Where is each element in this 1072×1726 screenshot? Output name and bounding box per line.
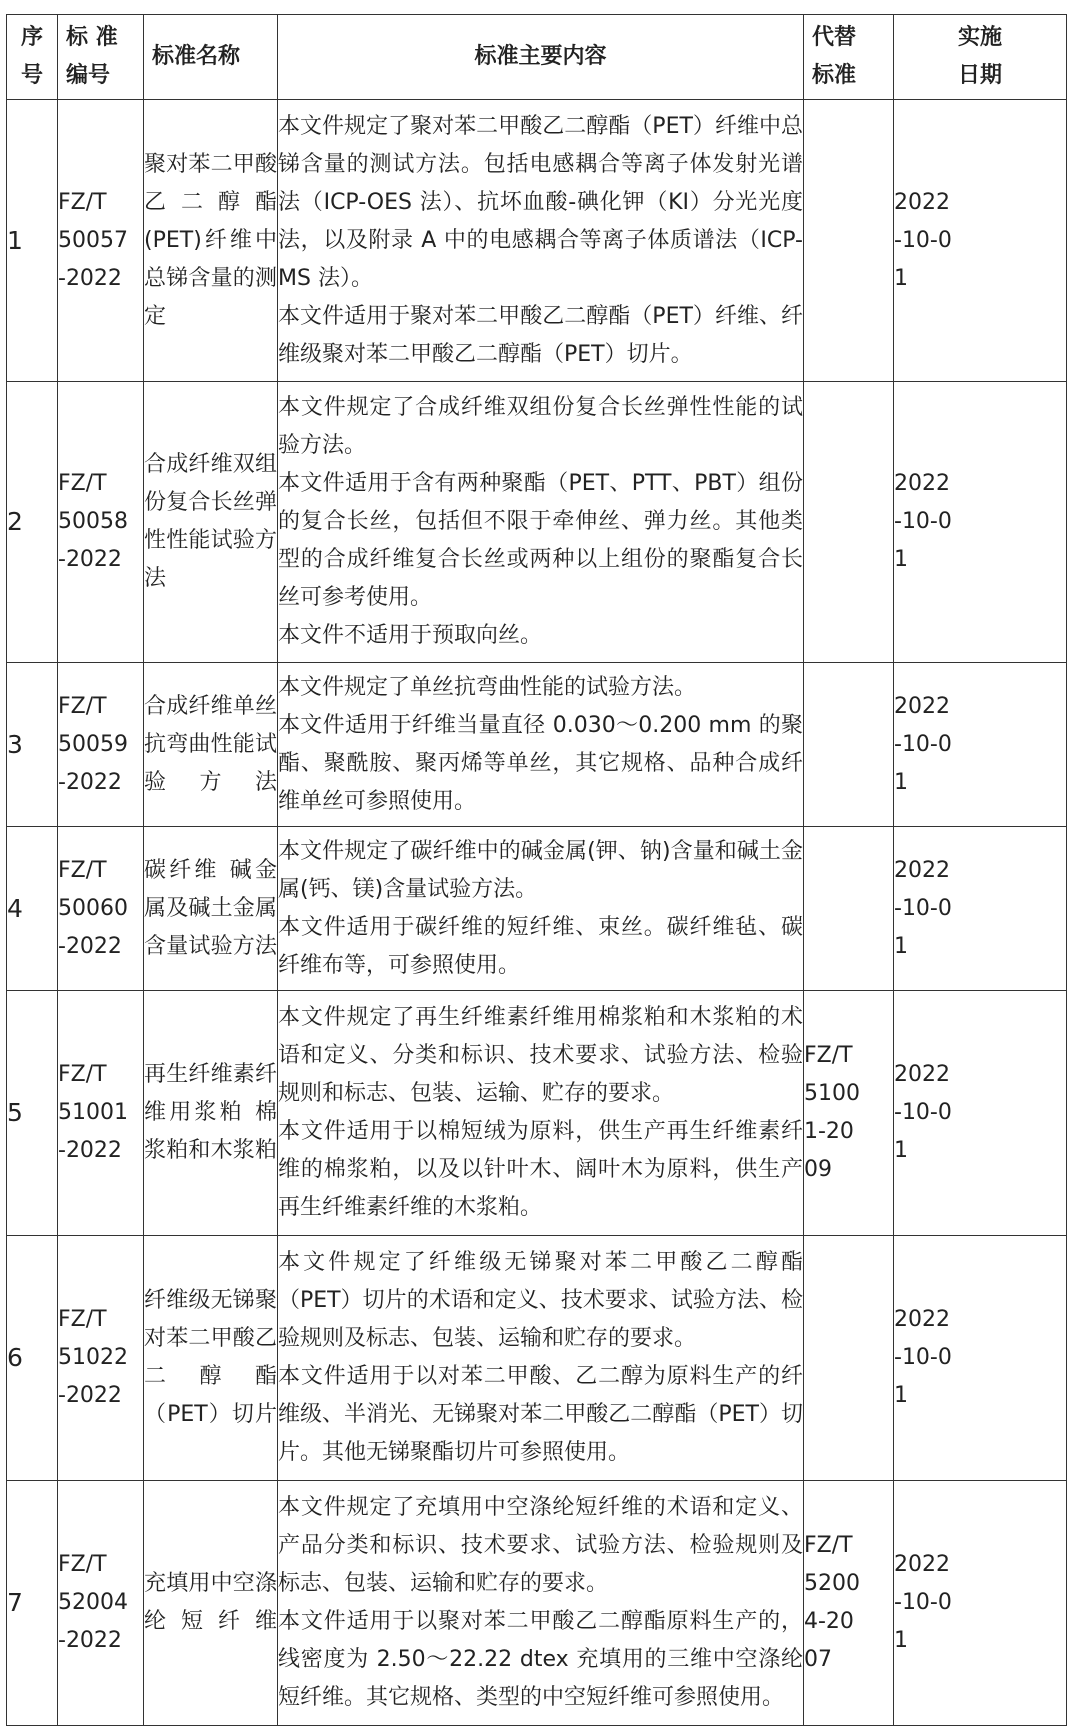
header-replaces: 代替 标准 [804,15,894,100]
content-paragraph: 本文件适用于碳纤维的短纤维、束丝。碳纤维毡、碳纤维布等，可参照使用。 [278,914,803,978]
row-content [278,827,804,991]
table-row [7,663,1067,827]
row-date: 2022 -10-0 1 [894,382,1067,663]
row-replaces: FZ/T 5200 4-20 07 [804,1481,894,1726]
row-seq: 1 [7,100,58,382]
row-name: 充填用中空涤纶短纤维 [144,1481,278,1726]
row-content [278,663,804,827]
row-code: FZ/T 50060 -2022 [58,827,144,991]
row-replaces [804,663,894,827]
table-row [7,1236,1067,1481]
header-name: 标准名称 [144,15,278,100]
row-content [278,1481,804,1726]
header-row [7,15,1067,100]
row-seq: 2 [7,382,58,663]
row-content [278,100,804,382]
content-paragraph: 本文件规定了单丝抗弯曲性能的试验方法。 [278,674,697,700]
content-paragraph: 本文件适用于以聚对苯二甲酸乙二醇酯原料生产的，线密度为 2.50～22.22 dtex 充填用的三维中空涤纶短纤维。其它规格、类型的中空短纤维可参照使用。 [278,1609,803,1710]
content-paragraph: 本文件规定了再生纤维素纤维用棉浆粕和木浆粕的术语和定义、分类和标识、技术要求、试验方法、检验规则和标志、包装、运输、贮存的要求。 [278,1005,803,1106]
content-paragraph: 本文件规定了碳纤维中的碱金属(钾、钠)含量和碱土金属(钙、镁)含量试验方法。 [278,838,803,902]
header-seq: 序 号 [7,15,58,100]
row-date: 2022 -10-0 1 [894,663,1067,827]
row-replaces [804,827,894,991]
row-date: 2022 -10-0 1 [894,1481,1067,1726]
row-seq: 6 [7,1236,58,1481]
content-paragraph: 本文件不适用于预取向丝。 [278,623,543,648]
row-code: FZ/T 51022 -2022 [58,1236,144,1481]
row-code: FZ/T 50057 -2022 [58,100,144,382]
table-row [7,1481,1067,1726]
row-name: 再生纤维素纤维用浆粕 棉浆粕和木浆粕 [144,991,278,1236]
standards-table [6,14,1067,1726]
row-date: 2022 -10-0 1 [894,991,1067,1236]
header-content: 标准主要内容 [278,15,804,100]
table-row [7,100,1067,382]
row-seq: 4 [7,827,58,991]
content-paragraph: 本文件适用于聚对苯二甲酸乙二醇酯（PET）纤维、纤维级聚对苯二甲酸乙二醇酯（PET）切片。 [278,303,803,367]
content-paragraph: 本文件规定了聚对苯二甲酸乙二醇酯（PET）纤维中总锑含量的测试方法。包括电感耦合等离子体发射光谱法（ICP-OES 法）、抗坏血酸-碘化钾（KI）分光光度法，以及附录 A 中的电感耦合等离子体质谱法（ICP-MS 法）。 [278,113,803,291]
table-row [7,991,1067,1236]
content-paragraph: 本文件适用于以棉短绒为原料，供生产再生纤维素纤维的棉浆粕，以及以针叶木、阔叶木为原料，供生产再生纤维素纤维的木浆粕。 [278,1119,803,1220]
content-paragraph: 本文件适用于含有两种聚酯（PET、PTT、PBT）组份的复合长丝，包括但不限于牵伸丝、弹力丝。其他类型的合成纤维复合长丝或两种以上组份的聚酯复合长丝可参考使用。 [278,471,803,610]
row-content [278,382,804,663]
row-seq: 3 [7,663,58,827]
row-seq: 7 [7,1481,58,1726]
row-name: 合成纤维单丝抗弯曲性能试验方法 [144,663,278,827]
row-seq: 5 [7,991,58,1236]
table-row [7,827,1067,991]
row-code: FZ/T 51001 -2022 [58,991,144,1236]
row-replaces [804,1236,894,1481]
row-date: 2022 -10-0 1 [894,100,1067,382]
header-date: 实施 日期 [894,15,1067,100]
row-code: FZ/T 50059 -2022 [58,663,144,827]
row-date: 2022 -10-0 1 [894,827,1067,991]
row-code: FZ/T 50058 -2022 [58,382,144,663]
row-name: 碳纤维 碱金属及碱土金属含量试验方法 [144,827,278,991]
row-content [278,991,804,1236]
row-name: 纤维级无锑聚对苯二甲酸乙二醇酯（PET）切片 [144,1236,278,1481]
row-replaces [804,100,894,382]
row-name: 聚对苯二甲酸乙二醇酯(PET)纤维中总锑含量的测定 [144,100,278,382]
row-content [278,1236,804,1481]
content-paragraph: 本文件规定了充填用中空涤纶短纤维的术语和定义、产品分类和标识、技术要求、试验方法、检验规则及标志、包装、运输和贮存的要求。 [278,1495,803,1596]
content-paragraph: 本文件适用于纤维当量直径 0.030～0.200 mm 的聚酯、聚酰胺、聚丙烯等单丝，其它规格、品种合成纤维单丝可参照使用。 [278,712,803,814]
table-row [7,382,1067,663]
row-replaces: FZ/T 5100 1-20 09 [804,991,894,1236]
header-code: 标 准 编号 [58,15,144,100]
row-code: FZ/T 52004 -2022 [58,1481,144,1726]
content-paragraph: 本文件适用于以对苯二甲酸、乙二醇为原料生产的纤维级、半消光、无锑聚对苯二甲酸乙二醇酯（PET）切片。其他无锑聚酯切片可参照使用。 [278,1364,803,1465]
row-replaces [804,382,894,663]
row-name: 合成纤维双组份复合长丝弹性性能试验方法 [144,382,278,663]
row-date: 2022 -10-0 1 [894,1236,1067,1481]
content-paragraph: 本文件规定了纤维级无锑聚对苯二甲酸乙二醇酯（PET）切片的术语和定义、技术要求、试验方法、检验规则及标志、包装、运输和贮存的要求。 [278,1250,803,1351]
content-paragraph: 本文件规定了合成纤维双组份复合长丝弹性性能的试验方法。 [278,395,803,458]
